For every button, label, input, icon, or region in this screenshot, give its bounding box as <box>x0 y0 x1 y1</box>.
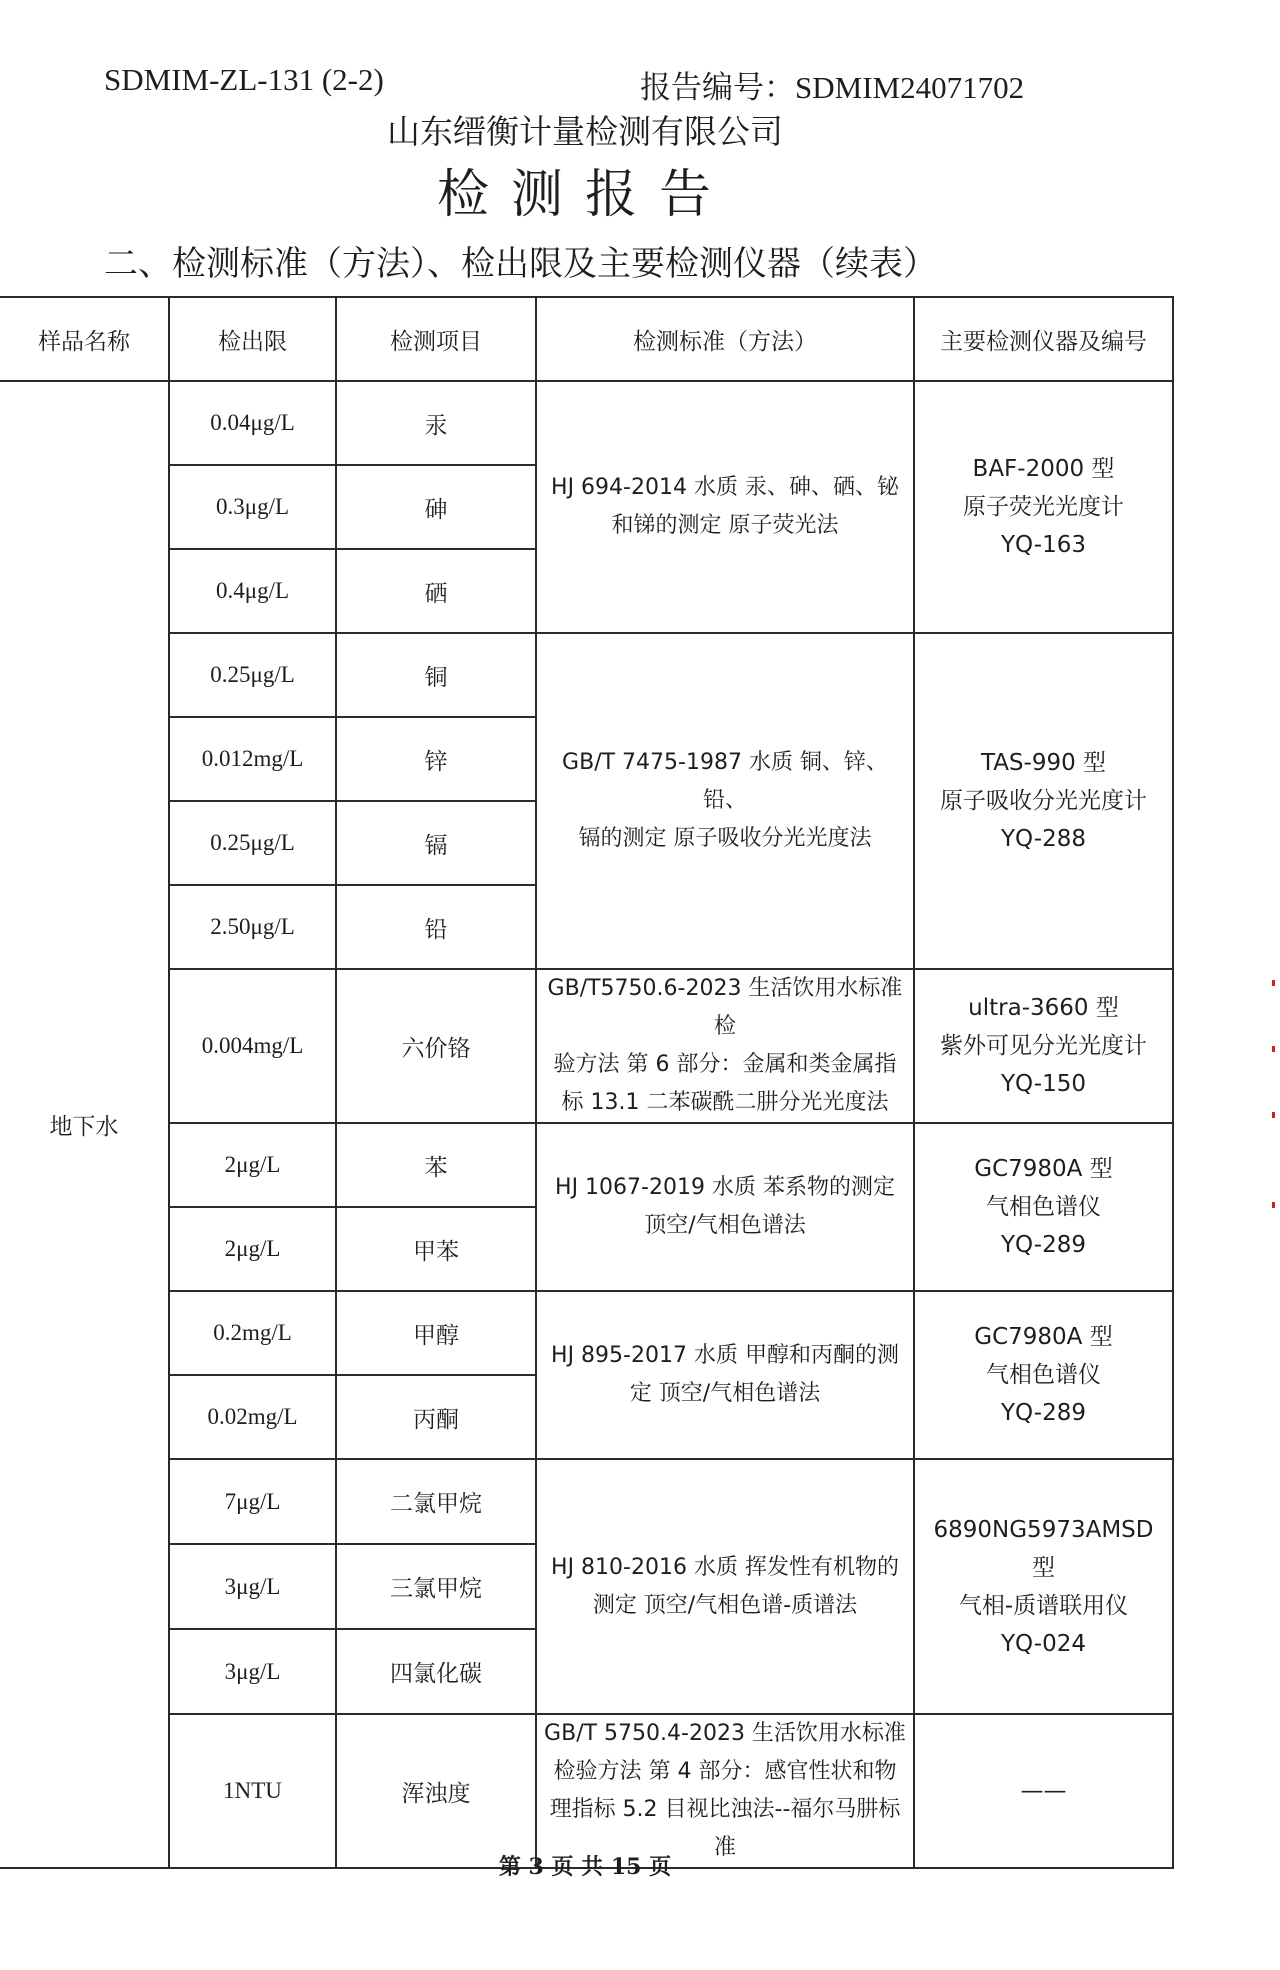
test-item-cell: 铅 <box>336 885 536 969</box>
instrument-line: —— <box>1020 1778 1067 1804</box>
instrument-line: 气相色谱仪 <box>986 1362 1101 1388</box>
standard-method-line: 理指标 5.2 目视比浊法--福尔马肼标 <box>549 1797 901 1822</box>
instrument-line: 气相-质谱联用仪 <box>958 1592 1129 1619</box>
detection-limit-cell: 2μg/L <box>169 1207 336 1291</box>
instrument-line: YQ-150 <box>1001 1071 1086 1097</box>
standard-method-line: 准 <box>713 1835 736 1860</box>
test-item-cell: 锌 <box>336 717 536 801</box>
red-margin-mark <box>1272 980 1275 986</box>
standard-method-line: 顶空/气相色谱法 <box>644 1213 806 1238</box>
standard-method-line: GB/T 5750.4-2023 生活饮用水标准 <box>544 1721 906 1746</box>
report-number-line <box>640 62 1024 107</box>
standard-method-line: HJ 1067-2019 水质 苯系物的测定 <box>555 1175 895 1200</box>
table-row <box>0 969 1173 1123</box>
test-item-cell: 二氯甲烷 <box>336 1459 536 1544</box>
detection-limit-cell: 0.2mg/L <box>169 1291 336 1375</box>
standard-method-cell <box>536 381 914 633</box>
table-row <box>0 1123 1173 1207</box>
standard-method-line: 标 13.1 二苯碳酰二肼分光光度法 <box>561 1090 889 1115</box>
test-item-cell: 三氯甲烷 <box>336 1544 536 1629</box>
report-title: 检测报告 <box>436 165 733 225</box>
table-row <box>0 381 1173 465</box>
instrument-line: 原子荧光光度计 <box>963 494 1124 520</box>
detection-limit-cell: 0.25μg/L <box>169 633 336 717</box>
column-header: 检出限 <box>169 297 336 381</box>
report-number: SDMIM24071702 <box>795 70 1025 105</box>
column-header: 主要检测仪器及编号 <box>914 297 1173 381</box>
column-header: 检测标准（方法） <box>536 297 914 381</box>
detection-limit-cell: 7μg/L <box>169 1459 336 1544</box>
test-item-cell: 汞 <box>336 381 536 465</box>
instrument-line: ultra-3660 型 <box>968 995 1119 1021</box>
instrument-line: 6890NG5973AMSD 型 <box>933 1516 1154 1581</box>
table-row <box>0 1714 1173 1868</box>
standard-method-line: 镉的测定 原子吸收分光光度法 <box>578 826 872 851</box>
form-code: SDMIM-ZL-131 (2-2) <box>104 62 384 97</box>
section-title: 二、检测标准（方法）、检出限及主要检测仪器（续表） <box>104 244 937 284</box>
detection-limit-cell: 3μg/L <box>169 1544 336 1629</box>
detection-limit-cell: 0.02mg/L <box>169 1375 336 1459</box>
instrument-line: YQ-289 <box>1001 1232 1086 1258</box>
standard-method-line: GB/T 7475-1987 水质 铜、锌、铅、 <box>562 750 888 813</box>
test-item-cell: 砷 <box>336 465 536 549</box>
table-row <box>0 633 1173 717</box>
detection-limit-cell: 2.50μg/L <box>169 885 336 969</box>
red-margin-mark <box>1272 1202 1275 1208</box>
test-item-cell: 浑浊度 <box>336 1714 536 1868</box>
standard-method-line: GB/T5750.6-2023 生活饮用水标准检 <box>547 976 903 1039</box>
instrument-line: BAF-2000 型 <box>972 456 1115 482</box>
standard-method-line: 和锑的测定 原子荧光法 <box>611 513 839 538</box>
standard-method-line: HJ 810-2016 水质 挥发性有机物的 <box>551 1554 899 1580</box>
test-item-cell: 六价铬 <box>336 969 536 1123</box>
table-body <box>0 381 1173 1868</box>
test-item-cell: 丙酮 <box>336 1375 536 1459</box>
test-item-cell: 甲苯 <box>336 1207 536 1291</box>
detection-limit-cell: 2μg/L <box>169 1123 336 1207</box>
standard-method-cell <box>536 969 914 1123</box>
instrument-cell <box>914 969 1173 1123</box>
standard-method-line: HJ 895-2017 水质 甲醇和丙酮的测 <box>551 1343 899 1368</box>
instrument-cell <box>914 381 1173 633</box>
standard-method-line: 检验方法 第 4 部分：感官性状和物 <box>553 1759 897 1784</box>
instrument-cell <box>914 1714 1173 1868</box>
test-item-cell: 硒 <box>336 549 536 633</box>
column-header: 检测项目 <box>336 297 536 381</box>
detection-limit-cell: 0.3μg/L <box>169 465 336 549</box>
detection-standards-table <box>0 296 1174 1869</box>
detection-limit-cell: 0.25μg/L <box>169 801 336 885</box>
instrument-line: TAS-990 型 <box>980 750 1107 776</box>
instrument-line: YQ-024 <box>1001 1630 1086 1657</box>
test-item-cell: 甲醇 <box>336 1291 536 1375</box>
instrument-line: GC7980A 型 <box>974 1324 1113 1350</box>
standard-method-cell <box>536 1291 914 1459</box>
instrument-line: 气相色谱仪 <box>986 1194 1101 1220</box>
table-header-row <box>0 297 1173 381</box>
detection-limit-cell: 0.04μg/L <box>169 381 336 465</box>
instrument-cell <box>914 1291 1173 1459</box>
report-number-label: 报告编号： <box>640 70 795 106</box>
sample-name-cell: 地下水 <box>0 381 169 1868</box>
instrument-line: 紫外可见分光光度计 <box>940 1033 1147 1059</box>
instrument-line: GC7980A 型 <box>974 1156 1113 1182</box>
standard-method-cell <box>536 1714 914 1868</box>
detection-limit-cell: 0.4μg/L <box>169 549 336 633</box>
detection-limit-cell: 3μg/L <box>169 1629 336 1714</box>
test-item-cell: 四氯化碳 <box>336 1629 536 1714</box>
instrument-line: 原子吸收分光光度计 <box>940 788 1147 814</box>
table-row <box>0 1459 1173 1544</box>
instrument-cell <box>914 1123 1173 1291</box>
test-item-cell: 铜 <box>336 633 536 717</box>
standard-method-cell <box>536 633 914 969</box>
standard-method-cell <box>536 1459 914 1714</box>
instrument-line: YQ-289 <box>1001 1400 1086 1426</box>
test-item-cell: 苯 <box>336 1123 536 1207</box>
red-margin-mark <box>1272 1112 1275 1118</box>
table-row <box>0 1291 1173 1375</box>
instrument-line: YQ-288 <box>1001 826 1086 852</box>
red-margin-mark <box>1272 1046 1275 1052</box>
instrument-cell <box>914 1459 1173 1714</box>
column-header: 样品名称 <box>0 297 169 381</box>
standard-method-line: HJ 694-2014 水质 汞、砷、硒、铋 <box>551 475 899 500</box>
standard-method-line: 测定 顶空/气相色谱-质谱法 <box>592 1592 858 1618</box>
detection-limit-cell: 0.004mg/L <box>169 969 336 1123</box>
instrument-cell <box>914 633 1173 969</box>
test-item-cell: 镉 <box>336 801 536 885</box>
detection-limit-cell: 0.012mg/L <box>169 717 336 801</box>
standard-method-cell <box>536 1123 914 1291</box>
detection-limit-cell: 1NTU <box>169 1714 336 1868</box>
standard-method-line: 验方法 第 6 部分：金属和类金属指 <box>553 1052 897 1077</box>
company-name: 山东缙衡计量检测有限公司 <box>387 112 783 151</box>
instrument-line: YQ-163 <box>1001 532 1086 558</box>
standard-method-line: 定 顶空/气相色谱法 <box>629 1381 821 1406</box>
page-number: 第 3 页 共 15 页 <box>498 1854 672 1880</box>
